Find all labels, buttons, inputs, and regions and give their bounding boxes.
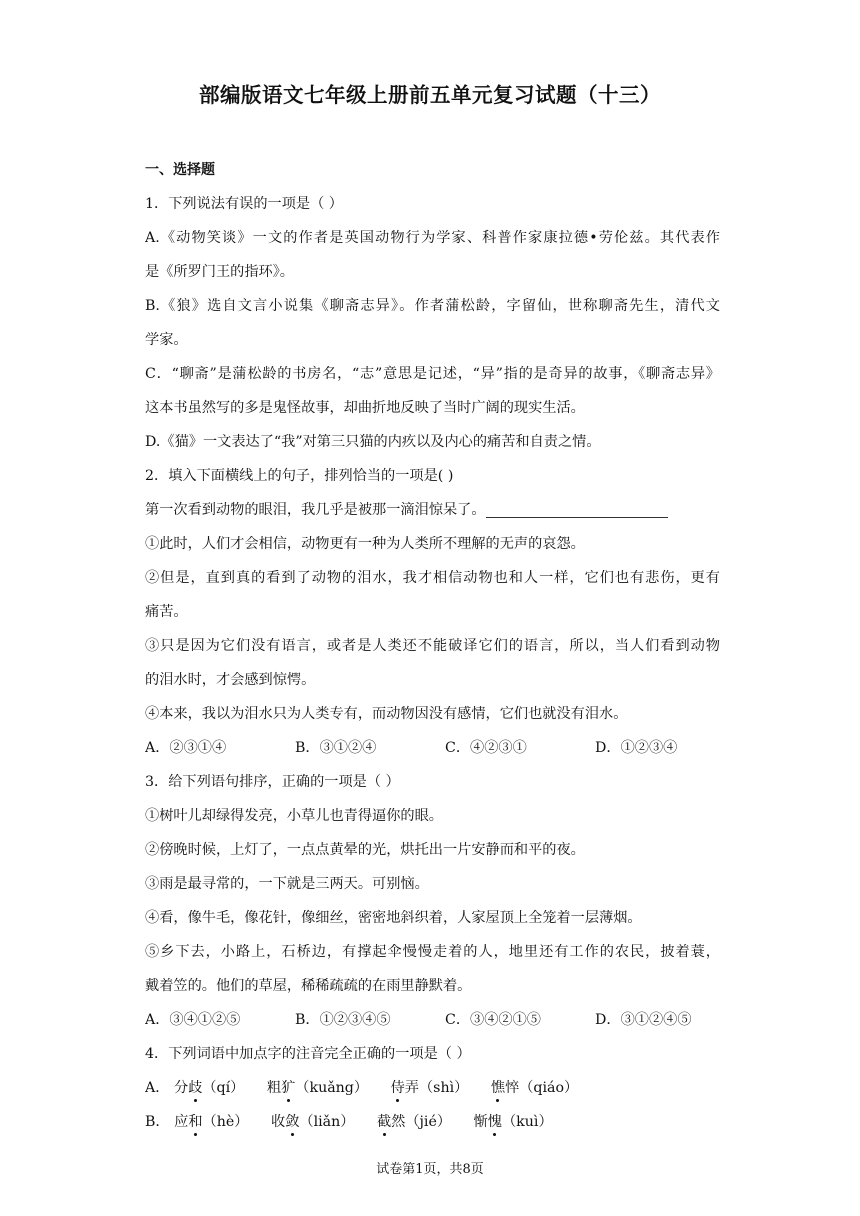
q4-a-word-1: 分歧（qí） [174, 1071, 244, 1105]
q3-sentence-5-line2: 戴着笠的。他们的草屋，稀稀疏疏的在雨里静默着。 [145, 978, 472, 994]
q4-b-word-4: 惭愧（kuì） [474, 1105, 553, 1139]
question-3-stem: 3．给下列语句排序，正确的一项是（ ） [145, 774, 400, 790]
q3-option-d: D．③①②④⑤ [595, 1012, 692, 1028]
q2-sentence-3-line1: ③只是因为它们没有语言，或者是人类还不能破译它们的语言，所以，当人们看到动物 [145, 638, 720, 654]
q4-option-b [145, 1105, 720, 1139]
q2-option-c: C．④②③① [445, 740, 527, 756]
q2-option-b: B．③①②④ [295, 740, 377, 756]
q2-lead-sentence [145, 493, 720, 527]
q4-a-word-4: 憔悴（qiáo） [491, 1071, 578, 1105]
q2-options [145, 731, 720, 765]
q3-sentence-5-line1: ⑤乡下去，小路上，石桥边，有撑起伞慢慢走着的人，地里还有工作的农民，披着蓑， [145, 944, 720, 960]
q4-b-word-1: 应和（hè） [174, 1105, 248, 1139]
q1-option-d: D.《猫》一文表达了“我”对第三只猫的内疚以及内心的痛苦和自责之情。 [145, 434, 601, 450]
page-footer: 试卷第1页，共8页 [376, 1162, 484, 1177]
question-1-stem: 1．下列说法有误的一项是（ ） [145, 196, 343, 212]
answer-blank[interactable] [486, 499, 668, 518]
q4-b-word-2: 收敛（liǎn） [271, 1105, 354, 1139]
q4-b-word-3: 截然（jié） [377, 1105, 451, 1139]
q1-option-a-line1: A.《动物笑谈》一文的作者是英国动物行为学家、科普作家康拉德•劳伦兹。其代表作 [145, 230, 720, 246]
q4-option-a-label: A． [145, 1080, 170, 1096]
q2-sentence-2-line2: 痛苦。 [145, 604, 188, 620]
questions [145, 187, 720, 1139]
q2-option-d: D．①②③④ [595, 740, 678, 756]
q4-a-word-2: 粗犷（kuǎng） [267, 1071, 368, 1105]
q3-options [145, 1003, 720, 1037]
q2-lead-text: 第一次看到动物的眼泪，我几乎是被那一滴泪惊呆了。 [145, 502, 486, 518]
q1-option-b-line1: B.《狼》选自文言小说集《聊斋志异》。作者蒲松龄，字留仙，世称聊斋先生，清代文 [145, 298, 720, 314]
question-2-stem: 2．填入下面横线上的句子，排列恰当的一项是( ) [145, 468, 454, 484]
q3-sentence-2: ②傍晚时候，上灯了，一点点黄晕的光，烘托出一片安静而和平的夜。 [145, 842, 585, 858]
section-heading: 一、选择题 [145, 162, 215, 178]
q1-option-b-line2: 学家。 [145, 332, 188, 348]
q3-option-a: A．③④①②⑤ [145, 1012, 241, 1028]
q2-sentence-4: ④本来，我以为泪水只为人类专有，而动物因没有感情，它们也就没有泪水。 [145, 706, 628, 722]
q4-a-word-3: 侍弄（shì） [391, 1071, 469, 1105]
exam-title: 部编版语文七年级上册前五单元复习试题（十三） [199, 83, 661, 107]
q3-option-c: C．③④②①⑤ [445, 1012, 541, 1028]
q3-sentence-3: ③雨是最寻常的，一下就是三两天。可别恼。 [145, 876, 429, 892]
q4-option-b-label: B． [145, 1114, 170, 1130]
q2-sentence-2-line1: ②但是，直到真的看到了动物的泪水，我才相信动物也和人一样，它们也有悲伤，更有 [145, 570, 720, 586]
q2-sentence-3-line2: 的泪水时，才会感到惊愕。 [145, 672, 316, 688]
q2-sentence-1: ①此时，人们才会相信，动物更有一种为人类所不理解的无声的哀怨。 [145, 536, 585, 552]
q1-option-c-line2: 这本书虽然写的多是鬼怪故事，却曲折地反映了当时广阔的现实生活。 [145, 400, 585, 416]
q3-sentence-1: ①树叶儿却绿得发亮，小草儿也青得逼你的眼。 [145, 808, 443, 824]
q1-option-a-line2: 是《所罗门王的指环》。 [145, 264, 294, 280]
q3-option-b: B．①②③④⑤ [295, 1012, 391, 1028]
q1-option-c-line1: C．“聊斋”是蒲松龄的书房名，“志”意思是记述，“异”指的是奇异的故事，《聊斋志异》 [145, 366, 720, 382]
question-4-stem: 4．下列词语中加点字的注音完全正确的一项是（ ） [145, 1046, 471, 1062]
q3-sentence-4: ④看，像牛毛，像花针，像细丝，密密地斜织着，人家屋顶上全笼着一层薄烟。 [145, 910, 642, 926]
q2-option-a: A．②③①④ [145, 740, 227, 756]
q4-option-a [145, 1071, 720, 1105]
